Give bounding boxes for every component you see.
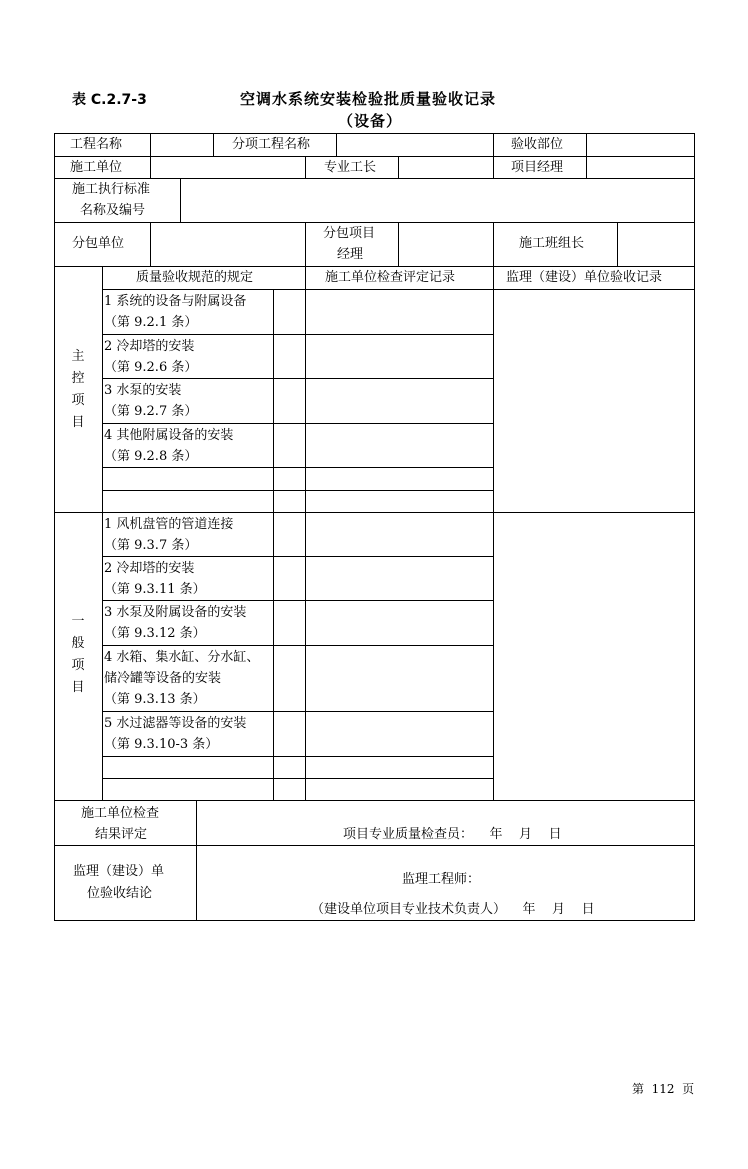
quality-inspector-line: 项目专业质量检查员： 年 月 日 xyxy=(343,827,562,842)
check-column-header: 施工单位检查评定记录 xyxy=(325,270,456,285)
page-number: 第 112 页 xyxy=(632,1082,695,1096)
team-leader-label: 施工班组长 xyxy=(519,236,585,251)
foreman-label: 专业工长 xyxy=(324,160,377,175)
list-item: 1 风机盘管的管道连接 （第 9.3.7 条） xyxy=(104,517,234,553)
list-item: 1 系统的设备与附属设备 （第 9.2.1 条） xyxy=(104,294,247,330)
list-item: 2 冷却塔的安装 （第 9.3.11 条） xyxy=(104,561,206,597)
standard-label-line2: 名称及编号 xyxy=(80,203,146,218)
form-title: 空调水系统安装检验批质量验收记录 xyxy=(240,90,497,108)
table-code: 表 C.2.7-3 xyxy=(72,92,147,108)
subcontractor-label: 分包单位 xyxy=(72,236,125,251)
list-item: 3 水泵的安装 （第 9.2.7 条） xyxy=(104,383,198,419)
sub-pm-label-line1: 分包项目 xyxy=(323,226,376,241)
sub-pm-label-line2: 经理 xyxy=(337,247,364,262)
supervise-conclusion-label-line2: 位验收结论 xyxy=(87,886,153,901)
project-name-label: 工程名称 xyxy=(70,137,123,152)
project-manager-label: 项目经理 xyxy=(511,160,564,175)
list-item: 2 冷却塔的安装 （第 9.2.6 条） xyxy=(104,339,198,375)
list-item: 4 水箱、集水缸、分水缸、 储冷罐等设备的安装 （第 9.3.13 条） xyxy=(104,650,260,707)
form-subtitle: （设备） xyxy=(338,112,403,130)
supervise-column-header: 监理（建设）单位验收记录 xyxy=(506,270,663,285)
acceptance-part-label: 验收部位 xyxy=(511,137,564,152)
check-result-label-line1: 施工单位检查 xyxy=(81,806,160,821)
list-item: 5 水过滤器等设备的安装 （第 9.3.10-3 条） xyxy=(104,716,247,752)
list-item: 3 水泵及附属设备的安装 （第 9.3.12 条） xyxy=(104,605,247,641)
main-control-label: 主 控 项 目 xyxy=(71,349,85,430)
check-result-label-line2: 结果评定 xyxy=(95,827,148,842)
supervise-conclusion-label-line1: 监理（建设）单 xyxy=(73,864,165,879)
construction-unit-label: 施工单位 xyxy=(70,160,123,175)
standard-label-line1: 施工执行标准 xyxy=(72,182,151,197)
spec-column-header: 质量验收规范的规定 xyxy=(136,270,254,285)
list-item: 4 其他附属设备的安装 （第 9.2.8 条） xyxy=(104,428,234,464)
general-items-label: 一 般 项 目 xyxy=(71,614,85,695)
supervising-engineer-line: 监理工程师： xyxy=(402,872,481,887)
subitem-name-label: 分项工程名称 xyxy=(232,137,311,152)
owner-representative-line: （建设单位项目专业技术负责人） 年 月 日 xyxy=(311,902,595,917)
